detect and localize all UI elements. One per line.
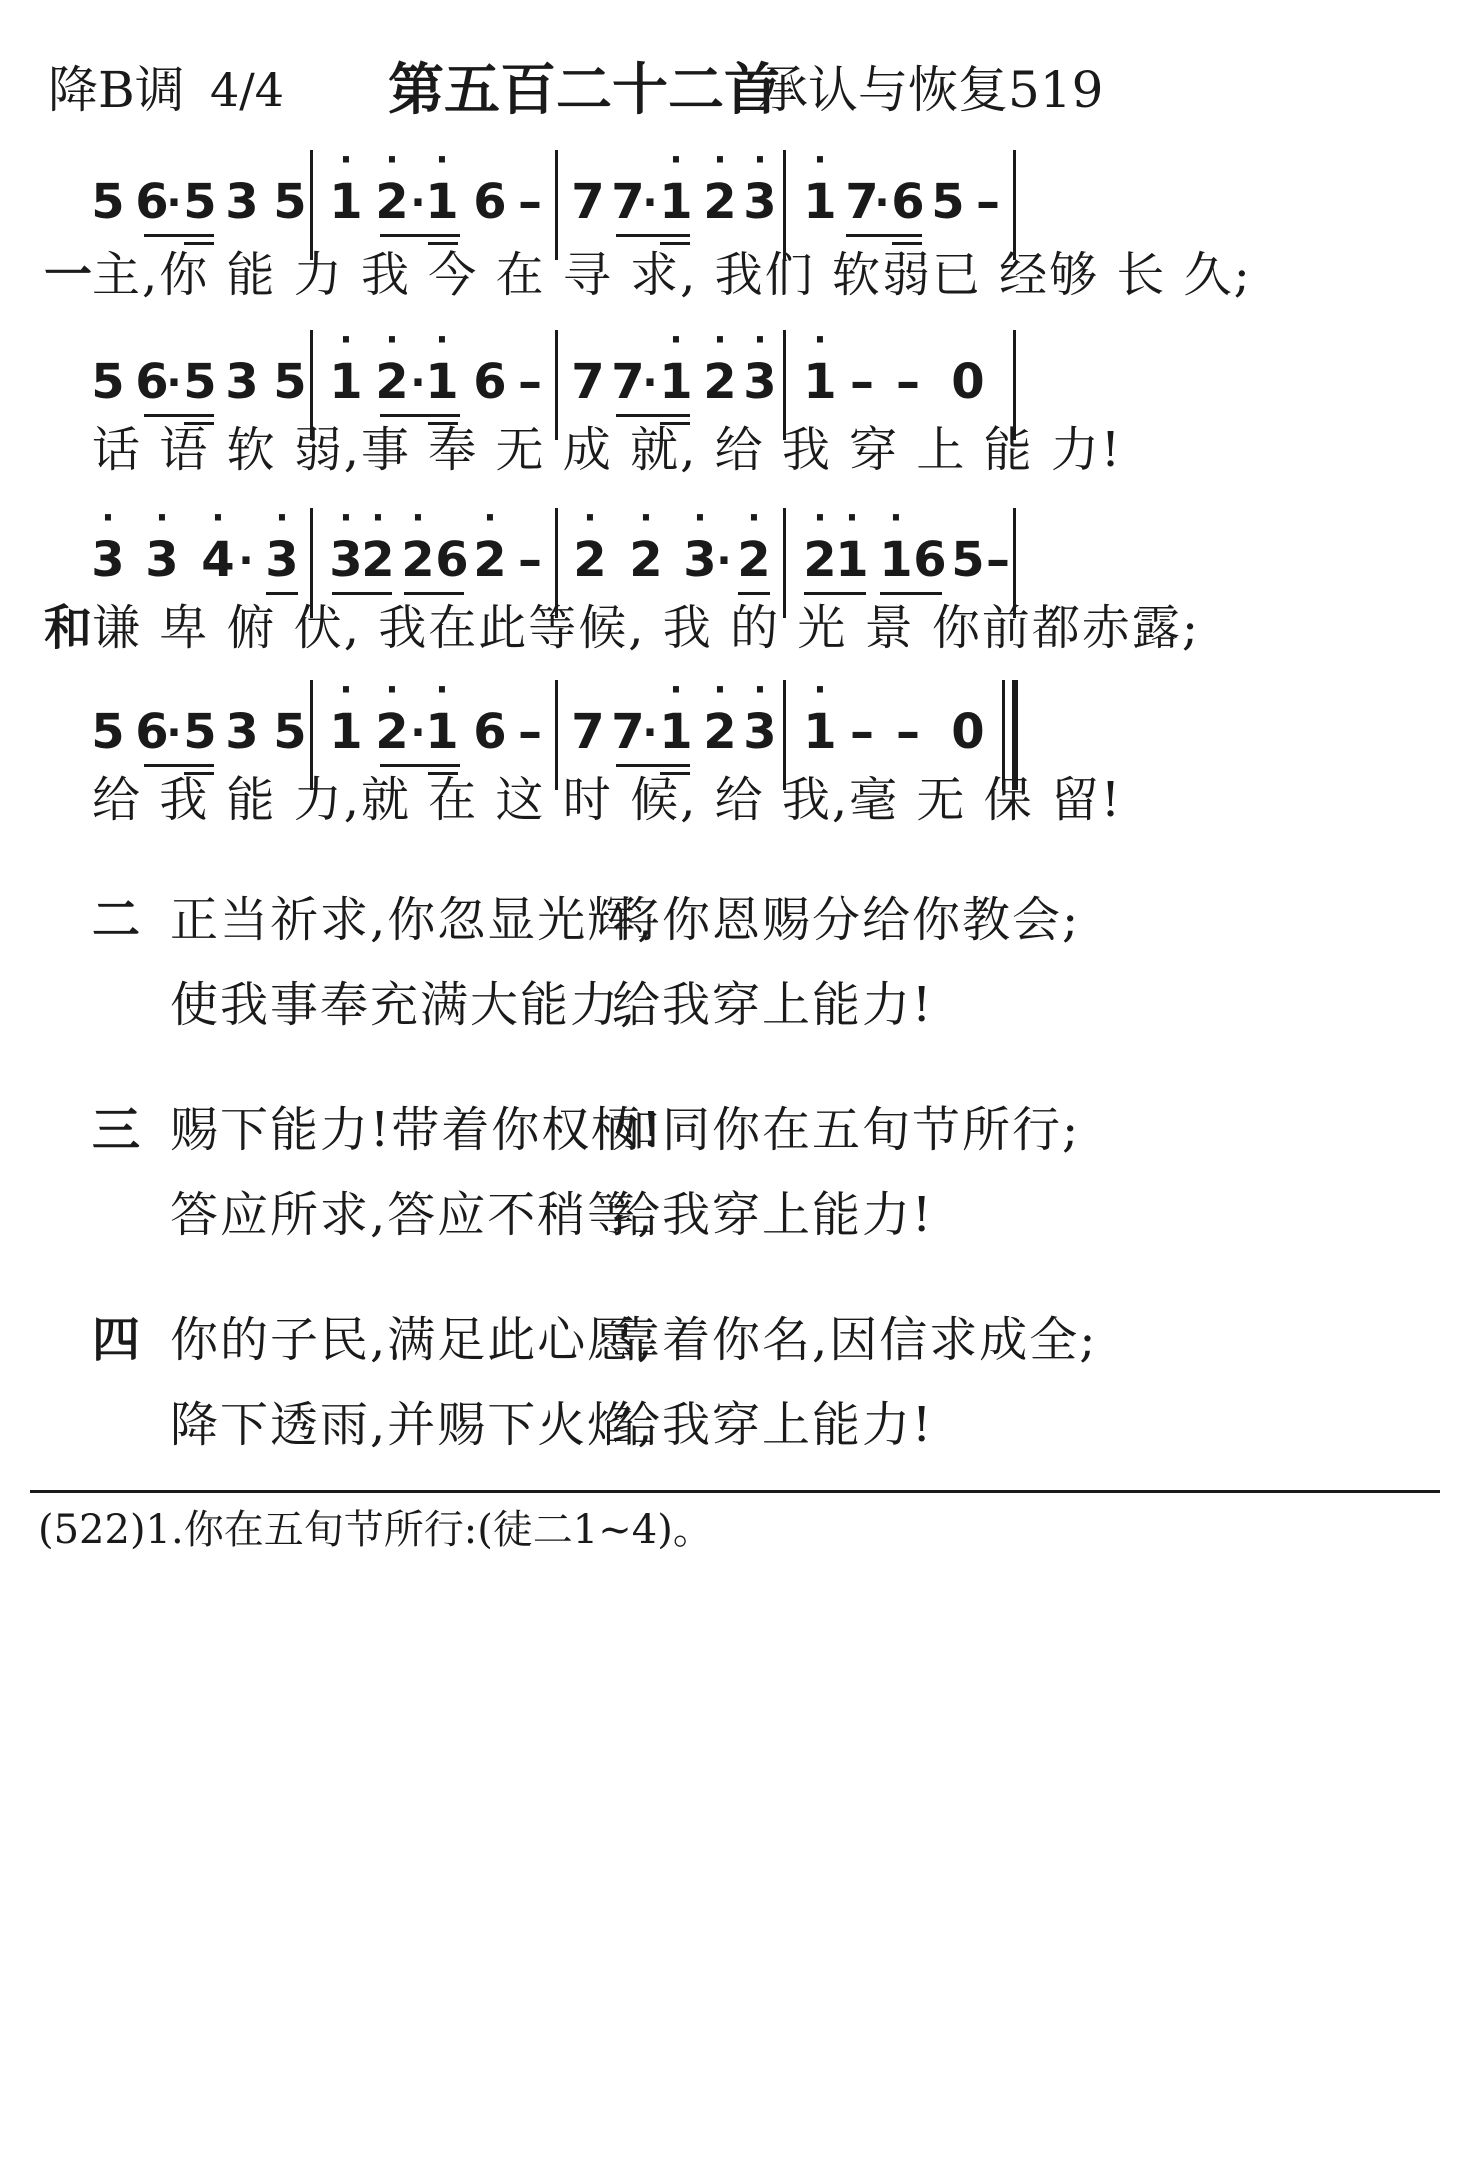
lyric-line-3: 谦 卑 俯 伏, 我在此等候, 我 的 光 景 你前都赤露;: [92, 600, 1201, 656]
octave-dot: ·: [813, 670, 827, 710]
note: –: [518, 704, 542, 760]
octave-dot: ·: [339, 320, 353, 360]
underline: [880, 592, 942, 595]
note: 1: [659, 704, 693, 760]
octave-dot: ·: [411, 498, 425, 538]
barline: [310, 150, 313, 260]
underline: [616, 234, 690, 237]
note: 2: [737, 532, 771, 588]
octave-dot: ·: [435, 140, 449, 180]
dot: ·: [716, 538, 732, 584]
note: 5: [183, 704, 217, 760]
note: 7: [571, 354, 605, 410]
underline: [380, 764, 460, 767]
note: 1: [329, 354, 363, 410]
stanza-line: 给我穿上能力!: [612, 1187, 934, 1243]
note: 1: [329, 704, 363, 760]
note: –: [518, 354, 542, 410]
note: –: [896, 354, 920, 410]
barline: [555, 150, 558, 260]
octave-dot: ·: [339, 670, 353, 710]
time-signature: 4/4: [210, 63, 285, 117]
note: 3: [743, 354, 777, 410]
note: 0: [951, 354, 985, 410]
note: 1: [425, 704, 459, 760]
note: 5: [273, 704, 307, 760]
note: 5: [91, 354, 125, 410]
dot: ·: [166, 360, 182, 406]
octave-dot: ·: [583, 498, 597, 538]
underline: [738, 592, 770, 595]
note: 2: [375, 704, 409, 760]
dot: ·: [642, 710, 658, 756]
note: 6: [913, 532, 947, 588]
note: 5: [273, 354, 307, 410]
octave-dot: ·: [753, 140, 767, 180]
octave-dot: ·: [753, 320, 767, 360]
stanza-line: 使我事奉充满大能力,: [170, 977, 638, 1033]
note: 7: [611, 174, 645, 230]
note: 3: [683, 532, 717, 588]
lyric-line-1: 主,你 能 力 我 今 在 寻 求, 我们 软弱已 经够 长 久;: [92, 247, 1252, 303]
note: –: [896, 704, 920, 760]
hymn-title: 第五百二十二首: [388, 57, 780, 123]
dot: ·: [874, 180, 890, 226]
octave-dot: ·: [669, 670, 683, 710]
note: 5: [183, 354, 217, 410]
note: 5: [183, 174, 217, 230]
note: 3: [145, 532, 179, 588]
octave-dot: ·: [813, 320, 827, 360]
underline: [380, 234, 460, 237]
octave-dot: ·: [713, 670, 727, 710]
note: 3: [225, 354, 259, 410]
octave-dot: ·: [385, 140, 399, 180]
dot: ·: [642, 180, 658, 226]
dot: ·: [238, 538, 254, 584]
octave-dot: ·: [889, 498, 903, 538]
underline: [266, 592, 298, 595]
barline: [1013, 150, 1016, 260]
underline: [144, 234, 214, 237]
octave-dot: ·: [435, 670, 449, 710]
underline: [616, 764, 690, 767]
note: 1: [329, 174, 363, 230]
note: 3: [329, 532, 363, 588]
stanza-number: 三: [92, 1102, 141, 1158]
note: 2: [703, 354, 737, 410]
note: 3: [91, 532, 125, 588]
note: 5: [91, 174, 125, 230]
note: 6: [473, 704, 507, 760]
note: 3: [225, 704, 259, 760]
dot: ·: [166, 180, 182, 226]
octave-dot: ·: [483, 498, 497, 538]
dot: ·: [166, 710, 182, 756]
note: –: [850, 354, 874, 410]
note: 7: [845, 174, 879, 230]
octave-dot: ·: [435, 320, 449, 360]
note: 1: [803, 354, 837, 410]
note: 7: [571, 704, 605, 760]
underline: [144, 414, 214, 417]
note: 2: [703, 174, 737, 230]
note: 6: [473, 354, 507, 410]
note: 2: [703, 704, 737, 760]
note: 6: [135, 354, 169, 410]
underline: [616, 414, 690, 417]
note: 6: [891, 174, 925, 230]
note: 2: [573, 532, 607, 588]
underline: [804, 592, 866, 595]
note: –: [986, 532, 1010, 588]
note: 1: [803, 704, 837, 760]
note: 1: [659, 354, 693, 410]
note: 1: [659, 174, 693, 230]
octave-dot: ·: [339, 498, 353, 538]
octave-dot: ·: [813, 498, 827, 538]
octave-dot: ·: [275, 498, 289, 538]
note: 6: [135, 704, 169, 760]
stanza-number: 四: [92, 1312, 141, 1368]
lyric-line-4: 给 我 能 力,就 在 这 时 候, 给 我,毫 无 保 留!: [92, 772, 1123, 828]
note: 6: [435, 532, 469, 588]
underline: [404, 592, 464, 595]
note: 6: [473, 174, 507, 230]
octave-dot: ·: [339, 140, 353, 180]
stanza-line: 靠着你名,因信求成全;: [612, 1312, 1098, 1368]
octave-dot: ·: [845, 498, 859, 538]
note: 2: [401, 532, 435, 588]
note: 1: [425, 174, 459, 230]
octave-dot: ·: [155, 498, 169, 538]
octave-dot: ·: [385, 320, 399, 360]
note: 3: [743, 174, 777, 230]
octave-dot: ·: [639, 498, 653, 538]
note: 5: [273, 174, 307, 230]
underline: [332, 592, 392, 595]
note: 2: [375, 174, 409, 230]
note: –: [976, 174, 1000, 230]
dot: ·: [642, 360, 658, 406]
note: 3: [743, 704, 777, 760]
stanza-line: 你的子民,满足此心愿,: [170, 1312, 655, 1368]
refrain-label: 和: [44, 600, 93, 656]
note: 5: [951, 532, 985, 588]
note: –: [518, 532, 542, 588]
note: 1: [803, 174, 837, 230]
dot: ·: [410, 180, 426, 226]
octave-dot: ·: [211, 498, 225, 538]
key-signature: 降B调: [48, 61, 185, 119]
stanza-line: 降下透雨,并赐下火焰,: [170, 1397, 655, 1453]
note: 5: [931, 174, 965, 230]
note: 5: [91, 704, 125, 760]
octave-dot: ·: [371, 498, 385, 538]
note: 2: [361, 532, 395, 588]
note: 7: [611, 704, 645, 760]
note: 2: [473, 532, 507, 588]
stanza-line: 答应所求,答应不稍等,: [170, 1187, 655, 1243]
barline: [783, 150, 786, 260]
octave-dot: ·: [669, 320, 683, 360]
underline: [846, 234, 922, 237]
note: 2: [375, 354, 409, 410]
underline: [144, 764, 214, 767]
octave-dot: ·: [385, 670, 399, 710]
octave-dot: ·: [813, 140, 827, 180]
octave-dot: ·: [713, 140, 727, 180]
lyric-line-2: 话 语 软 弱,事 奉 无 成 就, 给 我 穿 上 能 力!: [92, 422, 1123, 478]
octave-dot: ·: [753, 670, 767, 710]
underline: [380, 414, 460, 417]
note: 6: [135, 174, 169, 230]
hymn-reference: 承认与恢复519: [758, 61, 1104, 119]
note: 3: [225, 174, 259, 230]
stanza-line: 如同你在五旬节所行;: [612, 1102, 1081, 1158]
stanza-line: 正当祈求,你忽显光辉,: [170, 892, 655, 948]
note: 1: [835, 532, 869, 588]
note: 0: [951, 704, 985, 760]
note: 2: [629, 532, 663, 588]
footnote-divider: [30, 1490, 1440, 1493]
stanza-line: 给我穿上能力!: [612, 1397, 934, 1453]
octave-dot: ·: [669, 140, 683, 180]
note: 1: [425, 354, 459, 410]
octave-dot: ·: [101, 498, 115, 538]
stanza-number: 二: [92, 892, 141, 948]
octave-dot: ·: [713, 320, 727, 360]
note: 7: [611, 354, 645, 410]
dot: ·: [410, 360, 426, 406]
stanza-line: 给我穿上能力!: [612, 977, 934, 1033]
octave-dot: ·: [693, 498, 707, 538]
verse-number: 一: [44, 247, 93, 303]
note: 4: [201, 532, 235, 588]
footnote: (522)1.你在五旬节所行:(徒二1~4)。: [38, 1507, 713, 1553]
dot: ·: [410, 710, 426, 756]
note: –: [518, 174, 542, 230]
stanza-line: 赐下能力!带着你权柄!: [170, 1102, 663, 1158]
note: 2: [803, 532, 837, 588]
note: 3: [265, 532, 299, 588]
note: –: [850, 704, 874, 760]
stanza-line: 将你恩赐分给你教会;: [612, 892, 1081, 948]
note: 7: [571, 174, 605, 230]
octave-dot: ·: [747, 498, 761, 538]
note: 1: [879, 532, 913, 588]
